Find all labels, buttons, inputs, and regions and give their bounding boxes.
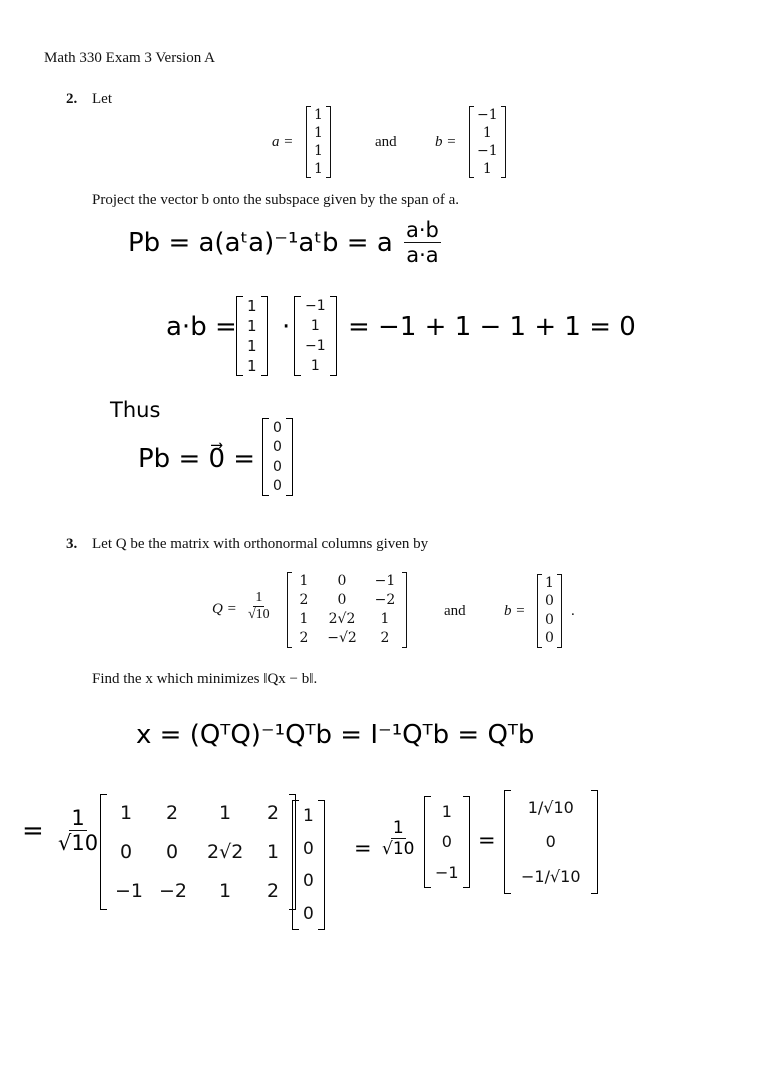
vector-a-label: a = — [272, 134, 294, 150]
vector-a-entry: 1 — [314, 124, 323, 141]
work-equals-1: = — [22, 816, 44, 846]
problem-3-intro: Let Q be the matrix with orthonormal columns given by — [92, 536, 429, 552]
dot-left-entry: 1 — [247, 357, 257, 375]
vector-b3-entry: 0 — [545, 593, 554, 610]
vector-b3-entry: 1 — [545, 574, 554, 591]
matrix-q-cell: 2 — [299, 630, 309, 646]
matrix-q-cell: 2√2 — [328, 611, 356, 627]
work-equals-2: = — [354, 836, 372, 860]
matrix-q-cell: 1 — [380, 611, 390, 627]
work-mid-entry: 1 — [441, 801, 452, 821]
problem-2-number: 2. — [66, 91, 78, 107]
q-transpose-cell: 2 — [266, 879, 280, 902]
matrix-q-scalar — [246, 590, 272, 623]
work-b-entry: 0 — [303, 871, 314, 892]
q-transpose-cell: 2 — [165, 802, 179, 825]
vector-a-entry: 1 — [314, 142, 323, 159]
work-result-entry: 0 — [545, 832, 556, 852]
q-scalar-numerator: 1 — [255, 590, 263, 605]
vector-b3-entry: 0 — [545, 611, 554, 628]
zero-vector-entry: 0 — [273, 439, 282, 456]
matrix-q-cell: 0 — [337, 573, 347, 589]
work-scalar-1-denominator: √10 — [58, 831, 99, 855]
vector-b-entry: 1 — [482, 124, 492, 141]
vector-b3-entry: 0 — [545, 630, 554, 647]
page-header: Math 330 Exam 3 Version A — [44, 50, 215, 66]
q-scalar-denominator: √10 — [248, 607, 270, 622]
vector-a-matrix — [306, 106, 331, 178]
vector-b-matrix — [469, 106, 506, 178]
dot-left-entry: 1 — [247, 317, 257, 335]
dot-product-right-vector — [294, 296, 337, 376]
matrix-q-cell: 2 — [380, 630, 390, 646]
zero-vector-entry: 0 — [273, 458, 282, 475]
dot-right-entry: 1 — [310, 318, 320, 334]
problem-3-number: 3. — [66, 536, 78, 552]
vector-b3-matrix — [537, 574, 562, 648]
work-scalar-2-denominator: √10 — [382, 839, 415, 859]
work-result-entry: −1/√10 — [521, 867, 581, 887]
work-scalar-2-numerator: 1 — [392, 818, 404, 838]
dot-right-entry: −1 — [305, 338, 326, 354]
dot-right-entry: −1 — [305, 298, 326, 314]
matrix-q-cell: 1 — [299, 611, 309, 627]
matrix-q-cell: −2 — [374, 592, 396, 608]
matrix-q-cell: −1 — [374, 573, 396, 589]
q-transpose-cell: 1 — [218, 802, 232, 825]
work-mid-entry: −1 — [435, 863, 459, 883]
vector-a-entry: 1 — [314, 106, 323, 123]
work-result-vector — [504, 790, 598, 894]
projection-fraction-denominator: a·a — [406, 243, 439, 267]
work-equals-3: = — [478, 828, 496, 852]
work-result-entry: 1/√10 — [527, 797, 574, 817]
work-b-entry: 1 — [303, 806, 314, 827]
dot-product-left-vector — [236, 296, 268, 376]
dot-product-result: = −1 + 1 − 1 + 1 = 0 — [348, 312, 636, 342]
matrix-q-cell: 1 — [299, 573, 309, 589]
work-b-entry: 0 — [303, 903, 314, 924]
vector-b-entry: 1 — [482, 160, 492, 177]
vector-b3-label: b = — [504, 603, 526, 619]
least-squares-formula: x = (QᵀQ)⁻¹Qᵀb = I⁻¹Qᵀb = Qᵀb — [136, 720, 535, 750]
work-b-entry: 0 — [303, 838, 314, 859]
problem-2-and: and — [375, 134, 397, 150]
projection-fraction-numerator: a·b — [406, 218, 439, 242]
dot-left-entry: 1 — [247, 337, 257, 355]
work-mid-entry: 0 — [441, 832, 452, 852]
vector-a-entry: 1 — [314, 160, 323, 177]
q-transpose-cell: −1 — [115, 879, 144, 902]
q-transpose-cell: −2 — [159, 879, 188, 902]
problem-3-and: and — [444, 603, 466, 619]
q-transpose-cell: 1 — [218, 879, 232, 902]
matrix-q — [287, 572, 407, 648]
dot-left-entry: 1 — [247, 297, 257, 315]
problem-3-period: . — [571, 603, 575, 619]
vector-b-entry: −1 — [477, 106, 498, 123]
q-transpose-cell: 0 — [165, 840, 179, 863]
q-transpose-cell: 1 — [266, 840, 280, 863]
zero-projection: Pb = 0⃗ = — [138, 444, 256, 474]
q-transpose-matrix — [100, 794, 296, 910]
work-b-vector — [292, 800, 325, 930]
zero-vector-entry: 0 — [273, 478, 282, 495]
dot-operator: · — [282, 312, 291, 342]
q-transpose-cell: 1 — [119, 802, 133, 825]
zero-vector-entry: 0 — [273, 419, 282, 436]
zero-vector — [262, 418, 293, 496]
matrix-q-cell: −√2 — [327, 630, 357, 646]
matrix-q-cell: 2 — [299, 592, 309, 608]
q-transpose-cell: 2 — [266, 802, 280, 825]
vector-b-entry: −1 — [477, 142, 498, 159]
q-transpose-cell: 0 — [119, 840, 133, 863]
matrix-q-cell: 0 — [337, 592, 347, 608]
dot-product-label: a·b = — [166, 312, 237, 342]
q-transpose-cell: 2√2 — [207, 840, 244, 863]
projection-formula: Pb = a(aᵗa)⁻¹aᵗb = a — [128, 228, 393, 258]
problem-3-prompt: Find the x which minimizes ‖Qx − b‖. — [92, 671, 318, 687]
thus-word: Thus — [110, 398, 161, 422]
problem-2-prompt: Project the vector b onto the subspace given by the span of a. — [92, 192, 459, 208]
dot-right-entry: 1 — [310, 358, 320, 374]
problem-2-let: Let — [92, 91, 112, 107]
projection-fraction — [404, 218, 441, 267]
vector-b-label: b = — [435, 134, 457, 150]
work-scalar-2 — [380, 818, 416, 859]
matrix-q-label: Q = — [212, 601, 237, 617]
work-scalar-1 — [56, 806, 100, 855]
work-mid-vector — [424, 796, 470, 888]
work-scalar-1-numerator: 1 — [71, 806, 85, 830]
